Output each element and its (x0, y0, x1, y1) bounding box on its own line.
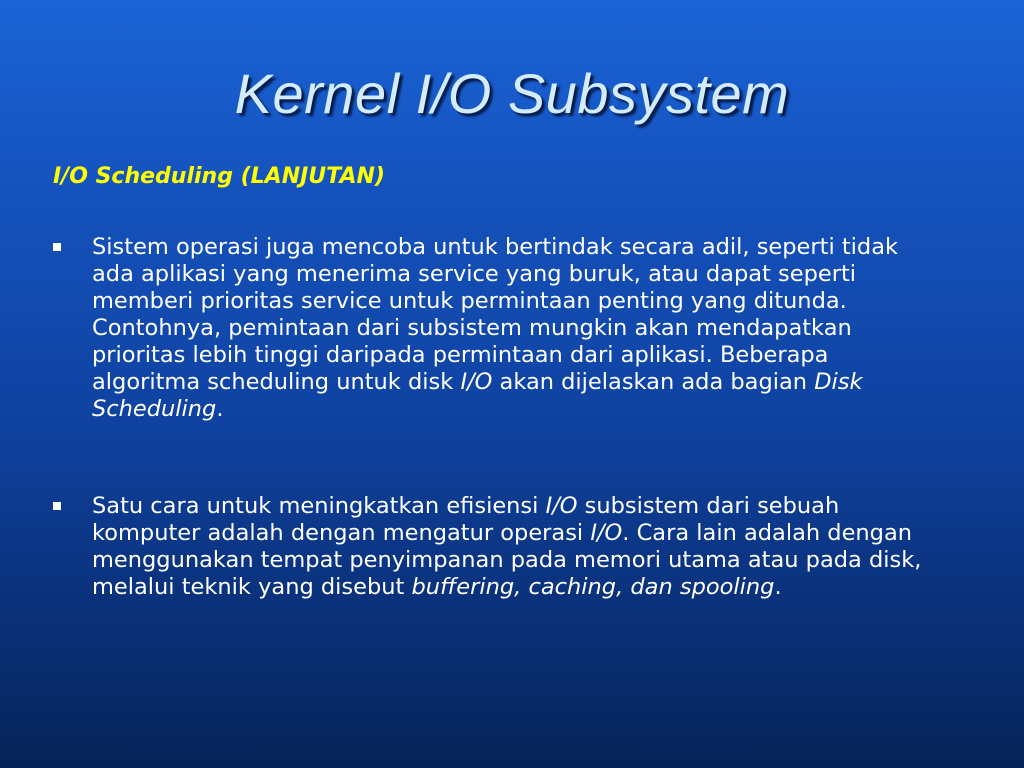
text-segment: . (216, 396, 224, 422)
bullet-item (53, 234, 953, 423)
square-bullet-icon (53, 502, 61, 510)
text-segment-italic: I/O (460, 369, 493, 395)
text-segment: . Cara lain adalah dengan menggunakan tempat penyimpanan pada memori utama atau pada disk, melalui teknik yang disebut (92, 520, 922, 600)
bullet-text (92, 234, 942, 423)
text-segment: . (774, 574, 782, 600)
slide-title: Kernel I/O Subsystem (234, 62, 790, 125)
bullet-text (92, 493, 942, 601)
text-segment: akan dijelaskan ada bagian (492, 369, 815, 395)
text-segment-italic: I/O (545, 493, 578, 519)
text-segment: subsistem dari sebuah komputer adalah dengan mengatur operasi (92, 493, 840, 546)
slide-subtitle: I/O Scheduling (LANJUTAN) (53, 164, 385, 189)
text-segment: Satu cara untuk meningkatkan efisiensi (92, 493, 546, 519)
bullet-item (53, 493, 953, 601)
text-segment-italic: I/O (590, 520, 623, 546)
text-segment: Sistem operasi juga mencoba untuk bertindak secara adil, seperti tidak ada aplikasi yang menerima service yang buruk, atau dapat seperti memberi prioritas service untuk permintaan penting yang ditunda. Contohnya, pemintaan dari subsistem mungkin akan mendapatkan prioritas lebih tinggi daripada permintaan dari aplikasi. Beberapa algoritma scheduling untuk disk (92, 234, 899, 395)
square-bullet-icon (53, 243, 61, 251)
text-segment-italic: Disk Scheduling (92, 369, 863, 422)
text-segment-italic: buffering, caching, dan spooling (411, 574, 775, 600)
